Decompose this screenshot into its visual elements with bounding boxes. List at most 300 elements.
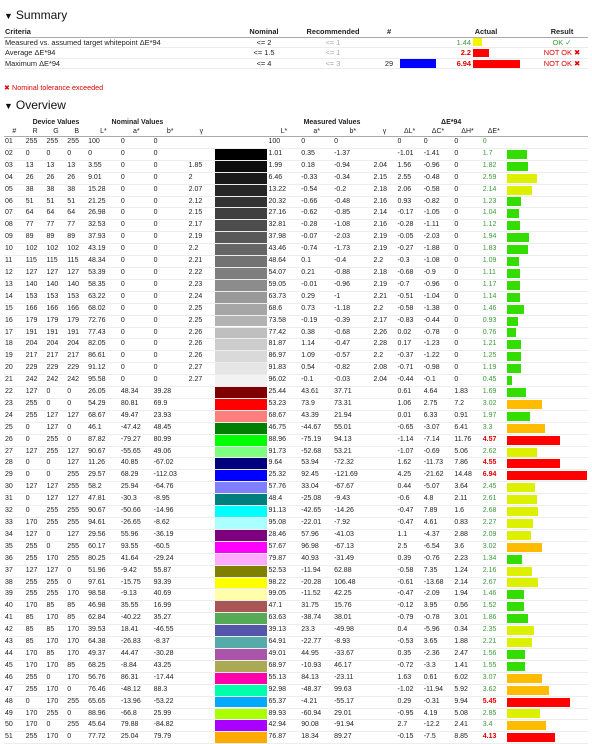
cell-mL: 28.46	[267, 529, 300, 541]
cell-g: 255	[46, 589, 67, 601]
delta-e-bar-cell	[506, 160, 588, 172]
cell-n: 21	[4, 375, 25, 387]
cell-bb: 0	[153, 267, 188, 279]
cell-bb: 55.87	[153, 565, 188, 577]
cell-g: 13	[46, 160, 67, 172]
cell-b: 255	[66, 541, 87, 553]
cell-mb: -49.98	[333, 625, 372, 637]
cell-a: 18.41	[120, 625, 153, 637]
cell-a: 0	[120, 184, 153, 196]
color-patch	[215, 328, 267, 339]
cell-mb: -0.96	[333, 279, 372, 291]
cell-bb: 79.79	[153, 732, 188, 744]
cell-gm: 2.23	[188, 279, 215, 291]
delta-e-bar-cell	[506, 625, 588, 637]
cell-g: 102	[46, 244, 67, 256]
recommended-cell: <= 1	[288, 48, 378, 59]
cell-bb: 80.99	[153, 434, 188, 446]
cell-dH: 0	[453, 220, 481, 232]
delta-e-bar	[507, 400, 542, 409]
table-row	[4, 553, 588, 565]
cell-g: 255	[46, 446, 67, 458]
cell-r: 140	[25, 279, 46, 291]
cell-L: 97.61	[87, 577, 120, 589]
cell-ma: 0.54	[300, 363, 333, 375]
cell-L: 51.96	[87, 565, 120, 577]
cell-gm	[188, 410, 215, 422]
cell-dL: -1.07	[396, 446, 422, 458]
cell-dC: -2.36	[423, 648, 454, 660]
cell-L: 77.43	[87, 327, 120, 339]
cell-mL: 98.22	[267, 577, 300, 589]
delta-e-bar	[507, 186, 532, 195]
cell-mg	[372, 589, 396, 601]
cell-mg: 2.16	[372, 220, 396, 232]
delta-e-bar-cell	[506, 446, 588, 458]
table-row	[4, 613, 588, 625]
table-row	[4, 506, 588, 518]
color-patch-cell	[215, 720, 267, 732]
cell-mL: 100	[267, 137, 300, 149]
delta-e-bar	[507, 590, 524, 599]
column-header: ΔC*	[423, 127, 454, 137]
color-patch-cell	[215, 363, 267, 375]
cell-dH: 0	[453, 267, 481, 279]
overview-table	[4, 118, 588, 744]
cell-gm: 2.21	[188, 256, 215, 268]
delta-e-bar-cell	[506, 529, 588, 541]
cell-dH: 3.64	[453, 482, 481, 494]
color-patch	[215, 554, 267, 565]
color-patch	[215, 268, 267, 279]
delta-e-bar	[507, 733, 555, 742]
cell-L: 21.25	[87, 196, 120, 208]
color-patch	[215, 280, 267, 291]
cell-ma: -52.68	[300, 446, 333, 458]
cell-n: 23	[4, 398, 25, 410]
delta-e-bar	[507, 328, 516, 337]
cell-ma: 90.08	[300, 720, 333, 732]
swatch-cell	[400, 37, 436, 48]
cell-gm	[188, 506, 215, 518]
cell-a: 0	[120, 148, 153, 160]
cell-bb: 0	[153, 184, 188, 196]
cell-r: 0	[25, 458, 46, 470]
nominal-values-header: Nominal Values	[111, 119, 164, 126]
cell-r: 85	[25, 613, 46, 625]
table-row	[4, 196, 588, 208]
cell-mg	[372, 625, 396, 637]
cell-gm	[188, 494, 215, 506]
cell-L: 26.05	[87, 387, 120, 399]
table-row	[4, 684, 588, 696]
cell-mg	[372, 637, 396, 649]
table-row	[4, 470, 588, 482]
cell-dE: 0.93	[482, 315, 506, 327]
cell-gm: 2.2	[188, 244, 215, 256]
cell-mg	[372, 529, 396, 541]
cell-mg	[372, 732, 396, 744]
cell-dL: -0.61	[396, 577, 422, 589]
delta-e-bar-cell	[506, 303, 588, 315]
color-patch-cell	[215, 494, 267, 506]
cell-dC: -3.3	[423, 660, 454, 672]
color-patch-cell	[215, 375, 267, 387]
table-row	[4, 172, 588, 184]
cell-dH: 0.56	[453, 601, 481, 613]
collapse-triangle-icon[interactable]: ▼	[4, 11, 13, 21]
cell-dH: 2.23	[453, 553, 481, 565]
device-values-header: Device Values	[32, 119, 80, 126]
cell-ma: 31.75	[300, 601, 333, 613]
cell-mg: 2.19	[372, 244, 396, 256]
color-patch	[215, 542, 267, 553]
cell-dL: -0.95	[396, 708, 422, 720]
column-header: ΔH*	[453, 127, 481, 137]
cell-mb: -0.39	[333, 315, 372, 327]
cell-mg	[372, 720, 396, 732]
cell-b: 85	[66, 601, 87, 613]
cell-b: 170	[66, 648, 87, 660]
cell-n: 24	[4, 410, 25, 422]
collapse-triangle-icon[interactable]: ▼	[4, 101, 13, 111]
cell-mL: 20.32	[267, 196, 300, 208]
color-patch-cell	[215, 637, 267, 649]
cell-gm	[188, 398, 215, 410]
cell-mb: 42.25	[333, 589, 372, 601]
cell-ma: 1.09	[300, 351, 333, 363]
cell-dL: -0.28	[396, 220, 422, 232]
cell-dL: -0.58	[396, 303, 422, 315]
cell-dC: -21.62	[423, 470, 454, 482]
table-row	[4, 708, 588, 720]
cell-mg	[372, 506, 396, 518]
cell-mg: 2.19	[372, 232, 396, 244]
cell-mL: 68.6	[267, 303, 300, 315]
cell-L: 63.22	[87, 291, 120, 303]
color-patch-cell	[215, 482, 267, 494]
color-patch	[215, 732, 267, 743]
cell-n: 31	[4, 494, 25, 506]
cell-a: 0	[120, 363, 153, 375]
cell-b: 229	[66, 363, 87, 375]
cell-gm: 2.26	[188, 339, 215, 351]
cell-n: 12	[4, 267, 25, 279]
cell-ma: 33.04	[300, 482, 333, 494]
cell-mb: -67.67	[333, 482, 372, 494]
actual-bar	[473, 49, 489, 57]
cell-b: 127	[66, 494, 87, 506]
table-row	[4, 565, 588, 577]
cell-dH: 0	[453, 172, 481, 184]
actual-cell: 2.2	[436, 48, 472, 59]
cell-bb: 48.45	[153, 422, 188, 434]
cell-mL: 48.4	[267, 494, 300, 506]
color-patch	[215, 494, 267, 505]
cell-L: 94.61	[87, 518, 120, 530]
cell-b: 166	[66, 303, 87, 315]
summary-row	[4, 37, 588, 48]
cell-n: 16	[4, 315, 25, 327]
cell-dE: 1.69	[482, 387, 506, 399]
cell-bb: 0	[153, 375, 188, 387]
cell-n: 39	[4, 589, 25, 601]
cell-r: 170	[25, 518, 46, 530]
cell-mb: -121.69	[333, 470, 372, 482]
delta-e-bar	[507, 281, 521, 290]
cell-n: 28	[4, 458, 25, 470]
cell-bb: 43.25	[153, 660, 188, 672]
cell-n: 03	[4, 160, 25, 172]
cell-mL: 25.44	[267, 387, 300, 399]
cell-n: 06	[4, 196, 25, 208]
delta-e-bar	[507, 507, 538, 516]
cell-L: 39.53	[87, 625, 120, 637]
cell-dE: 3.07	[482, 672, 506, 684]
cell-a: -47.42	[120, 422, 153, 434]
table-row	[4, 184, 588, 196]
color-patch-cell	[215, 458, 267, 470]
cell-bb: -53.22	[153, 696, 188, 708]
cell-L: 46.1	[87, 422, 120, 434]
cell-r: 179	[25, 315, 46, 327]
cell-b: 140	[66, 279, 87, 291]
cell-ma: -0.74	[300, 244, 333, 256]
actual-bar-cell	[472, 58, 536, 69]
cell-bb: 35.27	[153, 613, 188, 625]
cell-L: 80.25	[87, 553, 120, 565]
summary-row	[4, 58, 588, 69]
color-patch	[215, 375, 267, 386]
cell-dH: 0	[453, 279, 481, 291]
color-patch	[215, 566, 267, 577]
cell-mL: 47.1	[267, 601, 300, 613]
cell-n: 46	[4, 672, 25, 684]
cell-L: 47.81	[87, 494, 120, 506]
cell-g: 0	[46, 470, 67, 482]
cell-dH: 0	[453, 184, 481, 196]
cell-dE: 4.57	[482, 434, 506, 446]
cell-b: 64	[66, 208, 87, 220]
cell-b: 179	[66, 315, 87, 327]
cell-dE: 1.34	[482, 553, 506, 565]
cell-dH: 0.34	[453, 625, 481, 637]
cell-mL: 27.16	[267, 208, 300, 220]
cell-dE: 6.94	[482, 470, 506, 482]
cell-dE: 1.86	[482, 613, 506, 625]
cell-mg: 2.08	[372, 363, 396, 375]
color-patch	[215, 304, 267, 315]
overview-section-title[interactable]	[4, 98, 66, 112]
cell-mg: 2.14	[372, 208, 396, 220]
cell-b: 255	[66, 482, 87, 494]
color-patch	[215, 649, 267, 660]
color-patch-cell	[215, 696, 267, 708]
cell-ma: -25.08	[300, 494, 333, 506]
cell-n: 36	[4, 553, 25, 565]
cell-gm: 2.27	[188, 363, 215, 375]
color-patch	[215, 435, 267, 446]
cell-mL: 91.83	[267, 363, 300, 375]
table-row	[4, 291, 588, 303]
cell-b: 26	[66, 172, 87, 184]
cell-n: 38	[4, 577, 25, 589]
cell-n: 07	[4, 208, 25, 220]
cell-r: 255	[25, 672, 46, 684]
cell-dC: -1.38	[423, 303, 454, 315]
cell-dH: 0.83	[453, 518, 481, 530]
cell-gm	[188, 708, 215, 720]
delta-e-bar	[507, 221, 520, 230]
cell-dL: 1.62	[396, 458, 422, 470]
table-row	[4, 375, 588, 387]
cell-b: 85	[66, 613, 87, 625]
delta-e-bar	[507, 162, 528, 171]
delta-e-bar	[507, 471, 587, 480]
cell-g: 85	[46, 601, 67, 613]
cell-n: 44	[4, 648, 25, 660]
delta-e-bar-cell	[506, 375, 588, 387]
cell-bb: 0	[153, 208, 188, 220]
cell-mL: 68.67	[267, 410, 300, 422]
cell-mb: -1	[333, 291, 372, 303]
cell-bb: -67.02	[153, 458, 188, 470]
cell-n: 35	[4, 541, 25, 553]
cell-dH: 7.86	[453, 458, 481, 470]
cell-bb: 23.93	[153, 410, 188, 422]
cell-gm: 1.85	[188, 160, 215, 172]
cell-r: 127	[25, 267, 46, 279]
cell-a: -8.84	[120, 660, 153, 672]
cell-mg	[372, 565, 396, 577]
cell-b: 51	[66, 196, 87, 208]
delta-e-bar	[507, 448, 537, 457]
cell-gm	[188, 553, 215, 565]
cell-bb: -8.62	[153, 518, 188, 530]
cell-dH: 0	[453, 327, 481, 339]
cell-dC: 3.95	[423, 601, 454, 613]
cell-r: 127	[25, 446, 46, 458]
cell-mg: 2.15	[372, 172, 396, 184]
cell-g: 38	[46, 184, 67, 196]
cell-mb: -0.2	[333, 184, 372, 196]
cell-mg: 2.28	[372, 339, 396, 351]
delta-e-bar-cell	[506, 363, 588, 375]
measured-values-header: Measured Values	[303, 119, 361, 126]
cell-bb: 0	[153, 339, 188, 351]
cell-mb: -7.92	[333, 518, 372, 530]
cell-L: 68.25	[87, 660, 120, 672]
cell-g: 127	[46, 494, 67, 506]
cell-ma: -11.94	[300, 565, 333, 577]
swatch-cell	[400, 48, 436, 59]
table-row	[4, 339, 588, 351]
cell-mg	[372, 482, 396, 494]
color-patch-cell	[215, 506, 267, 518]
cell-gm	[188, 422, 215, 434]
cell-mL: 63.63	[267, 613, 300, 625]
cell-ma: 40.93	[300, 553, 333, 565]
cell-dL: 2.06	[396, 184, 422, 196]
delta-e-bar-cell	[506, 601, 588, 613]
cell-dE: 1.21	[482, 339, 506, 351]
color-patch	[215, 137, 267, 148]
cell-mb: 94.13	[333, 434, 372, 446]
delta-e-bar	[507, 388, 527, 397]
cell-bb: 0	[153, 172, 188, 184]
cell-L: 77.72	[87, 732, 120, 744]
delta-e-bar-cell	[506, 196, 588, 208]
color-patch-cell	[215, 244, 267, 256]
cell-mb: -1.37	[333, 148, 372, 160]
cell-g: 0	[46, 458, 67, 470]
cell-g: 0	[46, 148, 67, 160]
color-patch-cell	[215, 184, 267, 196]
cell-bb: -84.82	[153, 720, 188, 732]
cell-dE: 1.25	[482, 351, 506, 363]
cell-dE: 1.46	[482, 589, 506, 601]
cell-b: 0	[66, 422, 87, 434]
cell-gm	[188, 648, 215, 660]
cell-ma: 57.96	[300, 529, 333, 541]
cell-L: 46.98	[87, 601, 120, 613]
cell-mb: -0.48	[333, 196, 372, 208]
cell-g: 0	[46, 672, 67, 684]
cell-ma: 0.35	[300, 148, 333, 160]
delta-e-bar	[507, 483, 535, 492]
cell-b: 153	[66, 291, 87, 303]
cell-gm: 2.26	[188, 351, 215, 363]
table-row	[4, 208, 588, 220]
delta-e-bar-cell	[506, 696, 588, 708]
color-patch-cell	[215, 315, 267, 327]
table-row	[4, 137, 588, 149]
table-row	[4, 648, 588, 660]
cell-mL: 89.93	[267, 708, 300, 720]
color-patch-cell	[215, 601, 267, 613]
cell-g: 255	[46, 506, 67, 518]
cell-mb: -55.17	[333, 696, 372, 708]
table-row	[4, 518, 588, 530]
cell-r: 77	[25, 220, 46, 232]
cell-dH: 7.2	[453, 398, 481, 410]
delta-e-bar-cell	[506, 518, 588, 530]
cell-n: 37	[4, 565, 25, 577]
cell-bb: 0	[153, 232, 188, 244]
cell-b: 127	[66, 410, 87, 422]
cell-gm	[188, 518, 215, 530]
cell-mb: 37.71	[333, 387, 372, 399]
summary-section-title[interactable]	[4, 8, 67, 22]
cell-mg	[372, 708, 396, 720]
cell-n: 43	[4, 637, 25, 649]
cell-n: 10	[4, 244, 25, 256]
cell-r: 255	[25, 410, 46, 422]
cell-dH: 0	[453, 339, 481, 351]
cell-mL: 73.58	[267, 315, 300, 327]
cell-bb: -30.28	[153, 648, 188, 660]
cell-gm	[188, 446, 215, 458]
cell-gm	[188, 637, 215, 649]
num-cell: 29	[378, 58, 400, 69]
cell-b: 170	[66, 637, 87, 649]
cell-bb: -29.24	[153, 553, 188, 565]
cell-dC: -7.5	[423, 732, 454, 744]
cell-dL: 0.4	[396, 625, 422, 637]
cell-r: 242	[25, 375, 46, 387]
cell-dC: -1.08	[423, 256, 454, 268]
cell-dC: 4.61	[423, 518, 454, 530]
